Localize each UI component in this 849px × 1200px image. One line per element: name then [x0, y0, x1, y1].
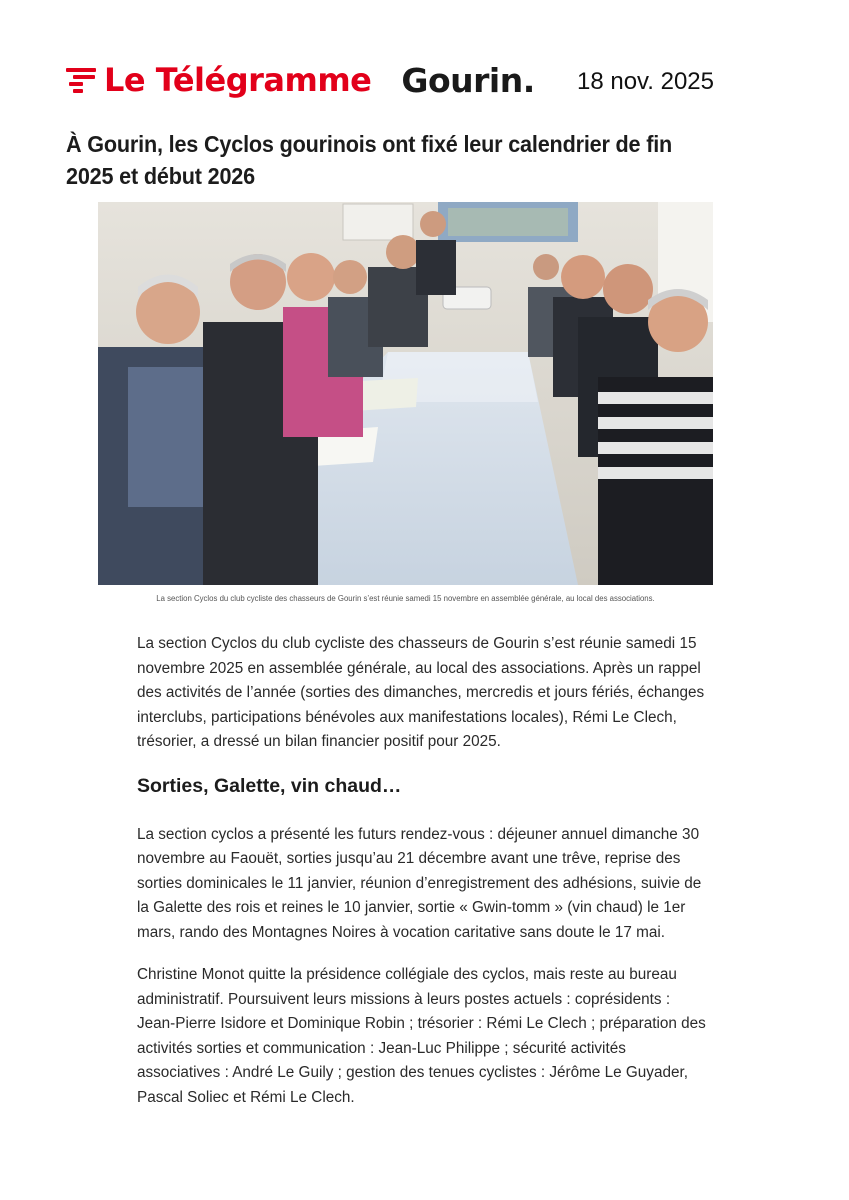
masthead: [66, 58, 535, 102]
article-paragraph-2: La section cyclos a présenté les futurs rendez-vous : déjeuner annuel dimanche 30 novembre au Faouët, sorties jusqu’au 21 décembre avant une trêve, reprise des sorties dominicales le 11 janvier, réunion d’enregistrement des adhésions, suivie de la Galette des rois et reines le 10 janvier, sortie « Gwin-tomm » (vin chaud) le 1er mars, rando des Montagnes Noires à vocation caritative sans doute le 17 mai.: [137, 825, 702, 941]
article-photo: [98, 202, 713, 585]
telegramme-lines-icon: [66, 66, 96, 94]
article-paragraph-3: Christine Monot quitte la présidence collégiale des cyclos, mais reste au bureau administratif. Poursuivent leurs missions à leurs postes actuels : coprésidents : Jean-Pierre Isidore et Dominique Robin ; trésorier : Rémi Le Clech ; préparation des activités sorties et communication : Jean-Luc Philippe ; sécurité activités associatives : André Le Guily ; gestion des tenues cyclistes : Jérôme Le Guyader, Pascal Soliec et Rémi Le Clech.: [137, 966, 706, 1106]
article-body: [137, 632, 709, 1128]
article-subheading: Sorties, Galette, vin chaud…: [137, 774, 402, 797]
edition-name[interactable]: Gourin.: [401, 60, 535, 100]
newspaper-logo[interactable]: [66, 61, 371, 99]
article-intro: La section Cyclos du club cycliste des chasseurs de Gourin s’est réunie samedi 15 novembre 2025 en assemblée générale, au local des associations. Après un rappel des activités de l’année (sorties des dimanches, mercredis et jours fériés, échanges interclubs, participations bénévoles aux manifestations locales), Rémi Le Clech, trésorier, a dressé un bilan financier positif pour 2025.: [137, 635, 705, 750]
logo-text: Le Télégramme: [104, 61, 372, 99]
article-headline: À Gourin, les Cyclos gourinois ont fixé leur calendrier de fin 2025 et début 2026: [66, 131, 673, 189]
publication-date: 18 nov. 2025: [577, 68, 715, 95]
meeting-photo-illustration: [98, 202, 713, 585]
photo-caption: La section Cyclos du club cycliste des chasseurs de Gourin s’est réunie samedi 15 novembre en assemblée générale, au local des associations.: [156, 594, 655, 603]
